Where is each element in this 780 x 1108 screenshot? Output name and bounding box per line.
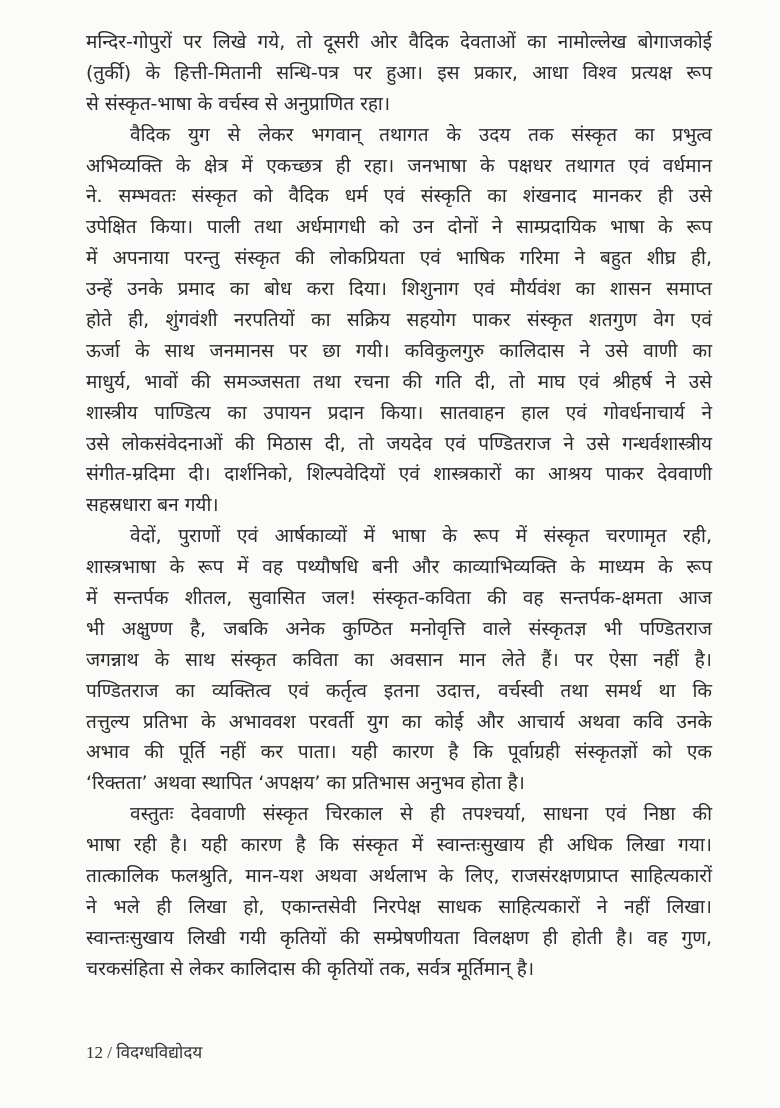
text-line: भी अक्षुण्ण है, जबकि अनेक कुण्ठित मनोवृत्ति वाले संस्कृतज्ञ भी पण्डितराज [86, 617, 712, 640]
text-line: माधुर्य, भावों की समञ्जसता तथा रचना की गति दी, तो माघ एवं श्रीहर्ष ने उसे [86, 370, 712, 393]
text-line: (तुर्की) के हित्ती-मितानी सन्धि-पत्र पर हुआ। इस प्रकार, आधा विश्व प्रत्यक्ष रूप [86, 61, 712, 84]
text-line: वस्तुतः देववाणी संस्कृत चिरकाल से ही तपश्चर्या, साधना एवं निष्ठा की [130, 803, 712, 826]
footer-separator: / [107, 1043, 112, 1062]
paragraph-4 [86, 799, 712, 984]
paragraph-2 [86, 120, 712, 522]
page-number: 12 [86, 1043, 103, 1062]
text-line: भाषा रही है। यही कारण है कि संस्कृत में स्वान्तःसुखाय ही अधिक लिखा गया। [86, 834, 712, 857]
book-title: विदग्धविद्योदय [116, 1043, 203, 1062]
text-line: ऊर्जा के साथ जनमानस पर छा गयी। कविकुलगुरु कालिदास ने उसे वाणी का [86, 339, 712, 362]
text-line: शास्त्रभाषा के रूप में वह पथ्यौषधि बनी और काव्याभिव्यक्ति के माध्यम के रूप [86, 556, 712, 579]
text-line: सहस्रधारा बन गयी। [86, 494, 219, 517]
text-line: में सन्तर्पक शीतल, सुवासित जल! संस्कृत-कविता की वह सन्तर्पक-क्षमता आज [86, 587, 712, 610]
text-line: उन्हें उनके प्रमाद का बोध करा दिया। शिशुनाग एवं मौर्यवंश का शासन समाप्त [86, 278, 712, 301]
text-line: जगन्नाथ के साथ संस्कृत कविता का अवसान मान लेते हैं। पर ऐसा नहीं है। [86, 648, 712, 671]
paragraph-1 [86, 27, 712, 120]
text-line: चरकसंहिता से लेकर कालिदास की कृतियों तक, सर्वत्र मूर्तिमान् है। [86, 957, 535, 980]
text-line: संगीत-म्रदिमा दी। दार्शनिको, शिल्पवेदियों एवं शास्त्रकारों का आश्रय पाकर देववाणी [86, 463, 712, 486]
page-footer [86, 1040, 202, 1063]
text-line: वेदों, पुराणों एवं आर्षकाव्यों में भाषा के रूप में संस्कृत चरणामृत रही, [130, 525, 712, 548]
text-line: ‘रिक्तता’ अथवा स्थापित ‘अपक्षय’ का प्रतिभास अनुभव होता है। [86, 772, 525, 795]
text-line: उसे लोकसंवेदनाओं की मिठास दी, तो जयदेव एवं पण्डितराज ने उसे गन्धर्वशास्त्रीय [86, 432, 712, 455]
text-line: तात्कालिक फलश्रुति, मान-यश अथवा अर्थलाभ के लिए, राजसंरक्षणप्राप्त साहित्यकारों [86, 865, 712, 888]
text-line: तत्तुल्य प्रतिभा के अभाववश परवर्ती युग का कोई और आचार्य अथवा कवि उनके [86, 710, 712, 733]
text-line: शास्त्रीय पाण्डित्य का उपायन प्रदान किया। सातवाहन हाल एवं गोवर्धनाचार्य ने [86, 401, 712, 424]
text-line: उपेक्षित किया। पाली तथा अर्धमागधी को उन दोनों ने साम्प्रदायिक भाषा के रूप [86, 216, 712, 239]
text-line: ने. सम्भवतः संस्कृत को वैदिक धर्म एवं संस्कृति का शंखनाद मानकर ही उसे [86, 185, 712, 208]
text-line: होते ही, शुंगवंशी नरपतियों का सक्रिय सहयोग पाकर संस्कृत शतगुण वेग एवं [86, 309, 712, 332]
text-line: वैदिक युग से लेकर भगवान् तथागत के उदय तक संस्कृत का प्रभुत्व [130, 123, 712, 146]
text-line: अभाव की पूर्ति नहीं कर पाता। यही कारण है कि पूर्वाग्रही संस्कृतज्ञों को एक [86, 741, 712, 764]
text-line: स्वान्तःसुखाय लिखी गयी कृतियों की सम्प्रेषणीयता विलक्षण ही होती है। वह गुण, [86, 926, 712, 949]
text-line: पण्डितराज का व्यक्तित्व एवं कर्तृत्व इतना उदात्त, वर्चस्वी तथा समर्थ था कि [86, 679, 712, 702]
text-line: ने भले ही लिखा हो, एकान्तसेवी निरपेक्ष साधक साहित्यकारों ने नहीं लिखा। [86, 895, 712, 918]
text-line: में अपनाया परन्तु संस्कृत की लोकप्रियता एवं भाषिक गरिमा ने बहुत शीघ्र ही, [86, 247, 712, 270]
body-text [86, 27, 712, 985]
text-line: मन्दिर-गोपुरों पर लिखे गये, तो दूसरी ओर वैदिक देवताओं का नामोल्लेख बोगाजकोई [86, 31, 712, 53]
text-line: अभिव्यक्ति के क्षेत्र में एकच्छत्र ही रहा। जनभाषा के पक्षधर तथागत एवं वर्धमान [86, 154, 712, 177]
paragraph-3 [86, 521, 712, 799]
text-line: से संस्कृत-भाषा के वर्चस्व से अनुप्राणित रहा। [86, 92, 391, 115]
